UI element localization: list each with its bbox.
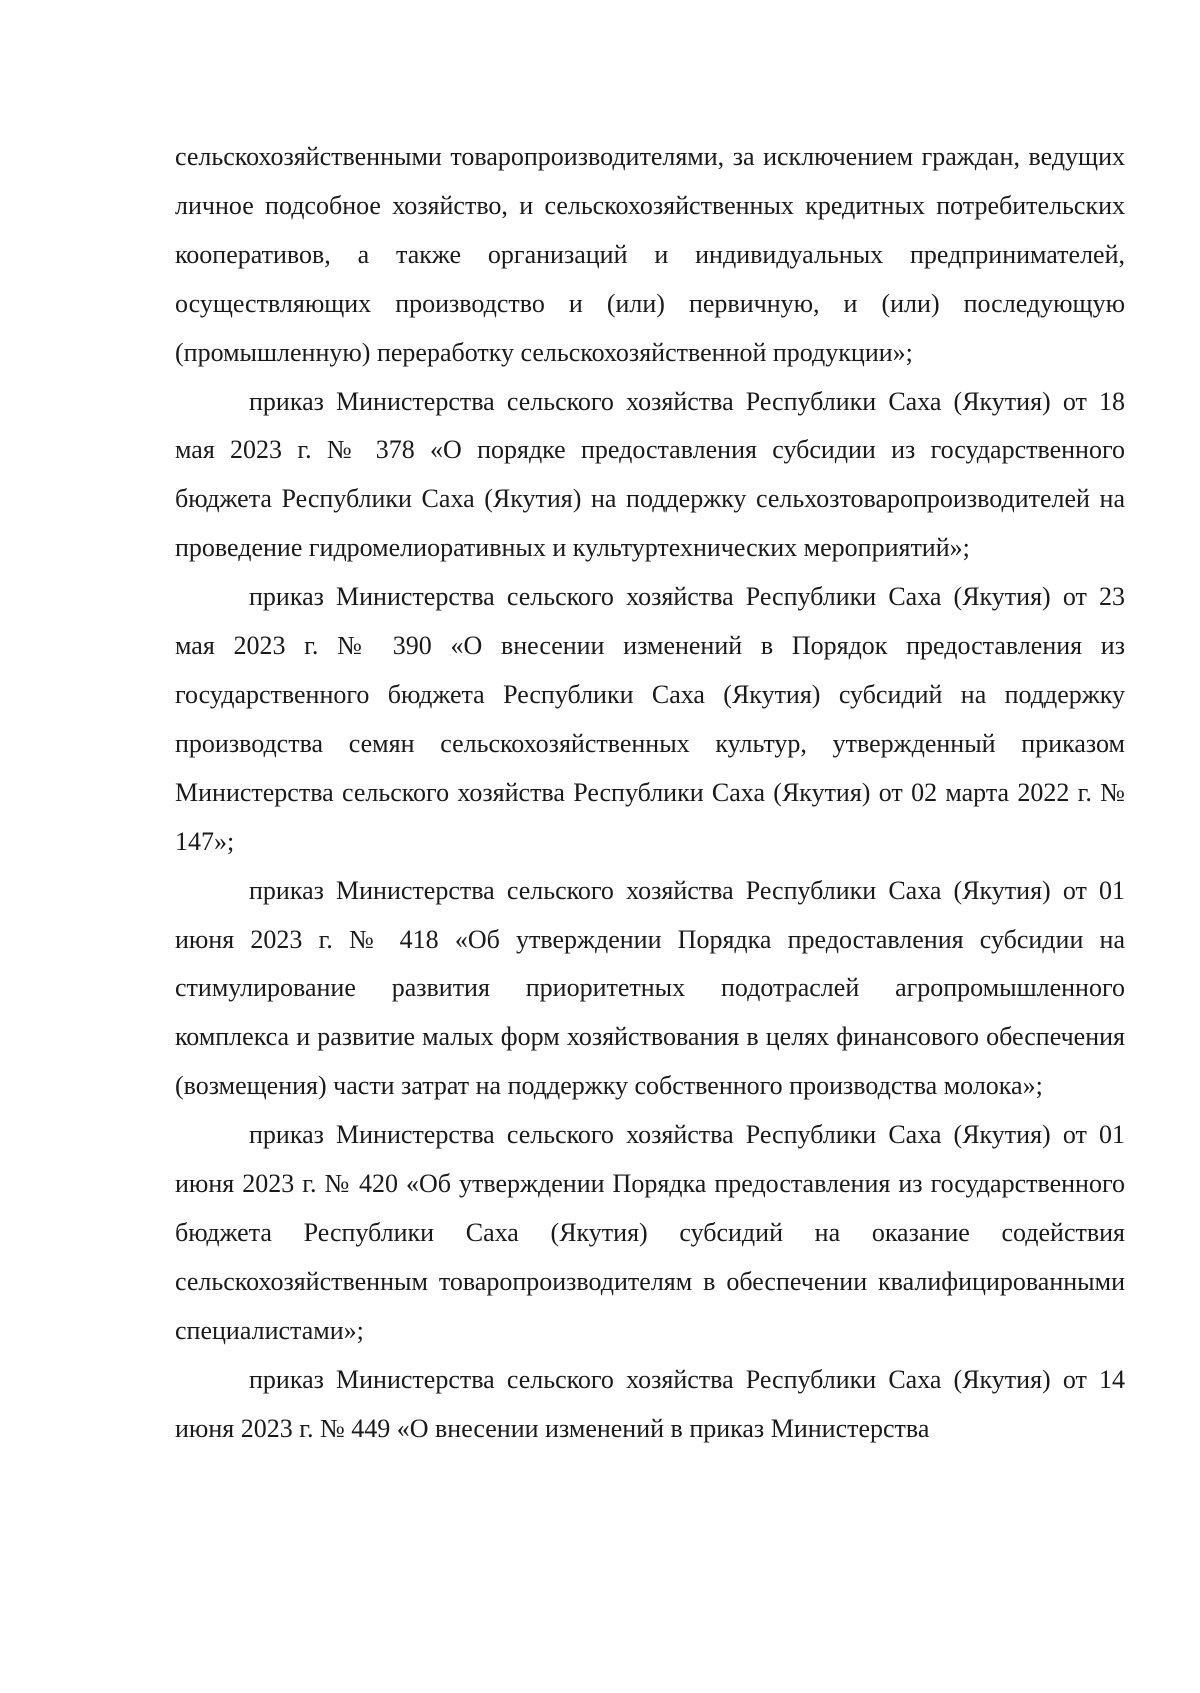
paragraph-order-378: приказ Министерства сельского хозяйства Республики Саха (Якутия) от 18 мая 2023 г. № 378 «О порядке предоставления субсидии из государственного бюджета Республики Саха (Якутия) на поддержку сельхозтоваропроизводителей на проведение гидромелиоративных и культуртехнических мероприятий»; [175, 386, 1125, 563]
paragraph-order-418: приказ Министерства сельского хозяйства Республики Саха (Якутия) от 01 июня 2023 г. № 418 «Об утверждении Порядка предоставления субсидии на стимулирование развития приоритетных подотраслей агропромышленного комплекса и развитие малых форм хозяйствования в целях финансового обеспечения (возмещения) части затрат на поддержку собственного производства молока»; [175, 875, 1125, 1101]
paragraph-order-420: приказ Министерства сельского хозяйства Республики Саха (Якутия) от 01 июня 2023 г. № 420 «Об утверждении Порядка предоставления из государственного бюджета Республики Саха (Якутия) субсидий на оказание содействия сельскохозяйственным товаропроизводителям в обеспечении квалифицированными специалистами»; [175, 1120, 1125, 1345]
paragraph-order-390: приказ Министерства сельского хозяйства Республики Саха (Якутия) от 23 мая 2023 г. № 390 «О внесении изменений в Порядок предоставления из государственного бюджета Республики Саха (Якутия) субсидий на поддержку производства семян сельскохозяйственных культур, утвержденный приказом Министерства сельского хозяйства Республики Саха (Якутия) от 02 марта 2022 г. № 147»; [175, 582, 1125, 856]
document-body [175, 133, 1125, 1453]
paragraph-continuation: сельскохозяйственными товаропроизводителями, за исключением граждан, ведущих личное подсобное хозяйство, и сельскохозяйственных кредитных потребительских кооперативов, а также организаций и индивидуальных предпринимателей, осуществляющих производство и (или) первичную, и (или) последующую (промышленную) переработку сельскохозяйственной продукции»; [175, 142, 1125, 367]
paragraph-order-449: приказ Министерства сельского хозяйства Республики Саха (Якутия) от 14 июня 2023 г. № 449 «О внесении изменений в приказ Министерства [175, 1364, 1125, 1443]
